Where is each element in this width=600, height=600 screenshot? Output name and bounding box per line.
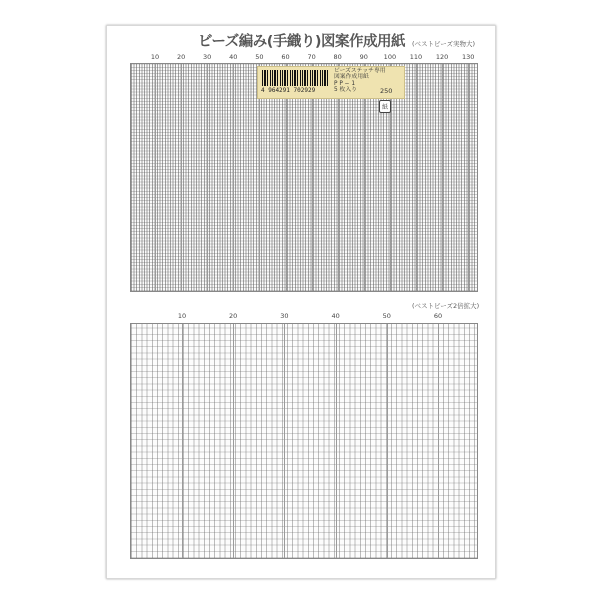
axis-tick-label: 10 <box>177 312 187 320</box>
major-grid-line <box>155 64 156 291</box>
axis-tick-label: 50 <box>255 53 264 61</box>
axis-tick-label: 60 <box>281 53 290 61</box>
major-grid-line <box>442 64 443 291</box>
barcode-number: 4 964291 702929 <box>261 87 316 94</box>
major-grid-line <box>416 64 417 291</box>
axis-tick-label: 20 <box>229 312 238 320</box>
axis-tick-label: 90 <box>359 53 368 61</box>
product-line: 図案作成用紙 <box>334 74 369 81</box>
axis-tick-label: 60 <box>433 312 443 320</box>
bottom-scale-note: (ベストビーズ2倍拡大) <box>412 302 480 310</box>
major-grid-line <box>468 64 469 291</box>
major-grid-line <box>284 324 285 558</box>
axis-tick-label: 40 <box>229 53 238 61</box>
axis-tick-label: 50 <box>382 312 391 320</box>
axis-tick-label: 120 <box>435 53 449 61</box>
sheet-title: ビーズ編み(手織り)図案作成用紙 <box>198 34 405 50</box>
axis-tick-label: 70 <box>307 53 316 61</box>
axis-tick-label: 110 <box>409 53 423 61</box>
major-grid-line <box>438 324 439 558</box>
axis-tick-label: 10 <box>150 53 160 61</box>
price: 250 <box>380 87 393 95</box>
major-grid-line <box>181 64 182 291</box>
major-grid-line <box>336 324 337 558</box>
major-grid-line <box>207 64 208 291</box>
axis-tick-label: 100 <box>383 53 397 61</box>
axis-tick-label: 40 <box>331 312 340 320</box>
axis-tick-label: 20 <box>176 53 186 61</box>
barcode-image <box>262 70 328 86</box>
major-grid-line <box>182 324 183 558</box>
top-scale-note: (ベストビーズ実物大) <box>412 40 475 48</box>
product-line: P P − 1 <box>334 80 356 87</box>
paper-recycle-icon: 紙 <box>379 100 391 113</box>
product-line: 5 枚入り <box>334 87 357 94</box>
major-grid-line <box>233 64 234 291</box>
major-grid-line <box>387 324 388 558</box>
axis-tick-label: 130 <box>461 53 475 61</box>
axis-tick-label: 80 <box>333 53 342 61</box>
axis-tick-label: 30 <box>280 312 289 320</box>
major-grid-line <box>233 324 234 558</box>
product-info <box>334 68 386 94</box>
product-line: ビーズステッチ専用 <box>334 68 386 74</box>
axis-tick-label: 30 <box>203 53 212 61</box>
product-label <box>257 66 405 99</box>
